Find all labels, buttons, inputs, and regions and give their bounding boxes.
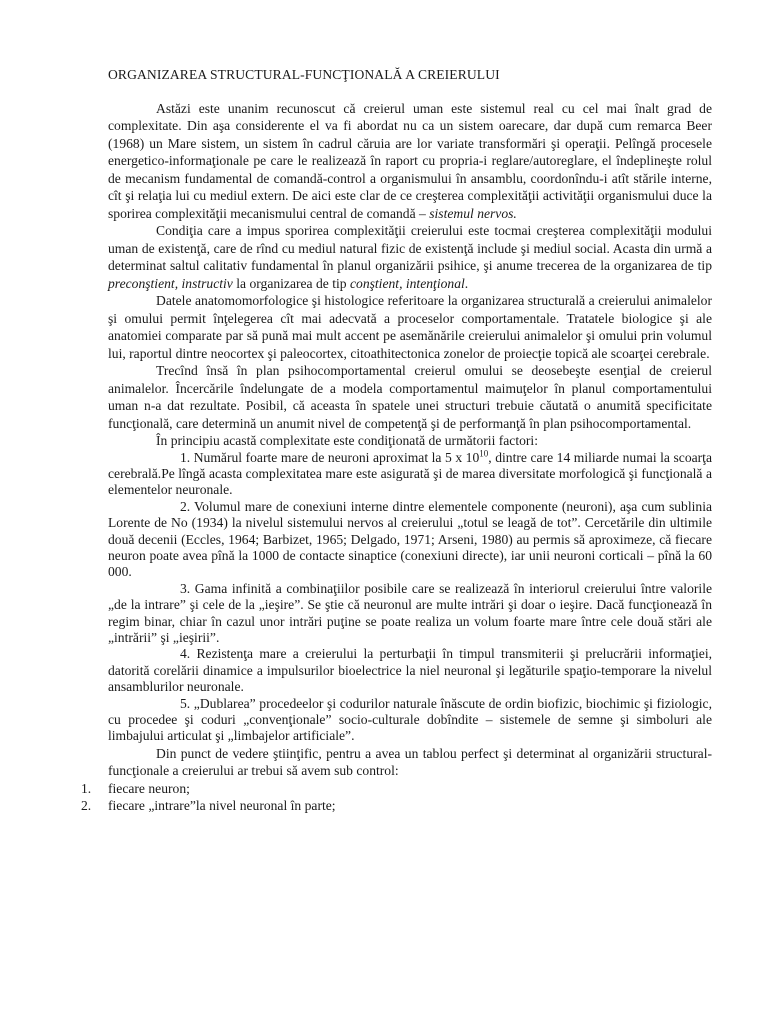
- factor-text: 1. Numărul foarte mare de neuroni aproximat la 5 x 10: [180, 449, 480, 465]
- paragraph-intro: [108, 100, 712, 223]
- factor-item-5: 5. „Dublarea” procedeelor şi codurilor naturale înăscute de ordin biofizic, biochimic şi fiziologic, cu procedee şi coduri „convenţionale” socio-culturale dobîndite – sistemele de semne şi simboluri ale limbajului articulat şi „limbajelor artificiale”.: [108, 695, 712, 744]
- paragraph-text: .: [464, 275, 469, 291]
- emphasis-text: sistemul nervos.: [429, 205, 517, 221]
- control-list: [81, 780, 712, 815]
- paragraph-scientific: Din punct de vedere ştiinţific, pentru a avea un tablou perfect şi determinat al organizării structural-funcţionale a creierului ar trebui să avem sub control:: [108, 745, 712, 779]
- paragraph-factors-intro: În principiu acastă complexitate este condiţionată de următorii factori:: [156, 433, 538, 448]
- emphasis-text: conştient, intenţional: [349, 275, 465, 291]
- list-item: [81, 780, 712, 798]
- factor-item-2: 2. Volumul mare de conexiuni interne dintre elementele componente (neuroni), aşa cum sublinia Lorente de No (1934) la nivelul sistemului nervos al creierului „totul se leagă de tot”. Cercetările din ultimile două decenii (Eccles, 1964; Barbizet, 1965; Delgado, 1971; Arseni, 1980) au permis să aproximeze, că fiecare neuron poate avea pînă la 1000 de contacte sinaptice (conexiuni directe), iar unii neuroni corticali – pînă la 60 000.: [108, 498, 712, 580]
- emphasis-text: preconştient, instructiv: [108, 275, 233, 291]
- paragraph-anatomy: Datele anatomomorfologice şi histologice referitoare la organizarea structurală a creierului animalelor şi omului permit înţelegerea cît mai adecvată a proceselor comportamentale. Tratatele biologice şi ale anatomiei comparate par să pună mai mult accent pe asemănările creierului animalelor şi omului prin volumul lui, raportul dintre neocortex şi paleocortex, citoathitectonica zonelor de proiecţie topică ale scoarţei cerebrale.: [108, 293, 712, 361]
- paragraph-text: Astăzi este unanim recunoscut că creierul uman este sistemul real cu cel mai înalt grad de complexitate. Din aşa considerente el va fi abordat nu ca un sistem oarecare, dar după cum remarca Beer (1968) un Mare sistem, un sistem în cadrul căruia are lor variate transformări şi operaţii. Pelîngă procesele energetico-informaţionale pe care le realizează în raport cu propria-i reglare/autoreglare, el îndeplineşte rolul de mecanism fundamental de comandă-control a organismului în ansamblu, coordonîndu-i atît stările interne, cît şi relaţia lui cu mediul extern. De aici este clar de ce creşterea complexităţii activităţii organismului duce la sporirea complexităţii mecanismului central de comandă –: [108, 100, 712, 221]
- factor-text: , dintre care 14 miliarde numai la scoarţa cerebrală.Pe lîngă acasta complexitatea mare este asigurată şi de marea diversitate morfologică şi funcţională a elementelor neuronale.: [108, 449, 712, 498]
- list-item: [81, 797, 712, 815]
- superscript: 10: [479, 447, 489, 458]
- paragraph-psychobehavioral: Trecînd însă în plan psihocomportamental creierul omului se deosebeşte esenţial de creierul animalelor. Încercările îndelungate de a modela comportamentul maimuţelor în planul comportamentului uman n-a dat rezultate. Posibil, că aceasta în spatele unei structuri trebuie căutată o anumită specificitate funcţională, care determină un anumit nivel de competenţă şi de performanţă în plan psihocomportamental.: [108, 363, 712, 431]
- page-title: ORGANIZAREA STRUCTURAL-FUNCŢIONALĂ A CREIERULUI: [108, 67, 500, 82]
- factor-item-4: 4. Rezistenţa mare a creierului la perturbaţii în timpul transmiterii şi prelucrării informaţiei, datorită corelării dinamice a impulsurilor bioelectrice la niel neuronal şi legăturile spaţio-temporare la nivelul ansamblurilor neuronale.: [108, 646, 712, 695]
- list-text: fiecare neuron;: [108, 780, 190, 796]
- factor-item-3: 3. Gama infinită a combinaţiilor posibile care se realizează în interiorul creierului între valorile „de la intrare” şi cele de la „ieşire”. Se ştie că neuronul are multe intrări şi doar o ieşire. Dacă funcţionează în regim binar, chiar în cazul unor intrări puţine se poate realiza un volum foarte mare între cele două stări ale „intrării” şi „ieşirii”.: [108, 580, 712, 645]
- paragraph-condition: [108, 222, 712, 292]
- list-text: fiecare „intrare”la nivel neuronal în parte;: [108, 798, 336, 814]
- list-number: 1.: [81, 780, 92, 796]
- paragraph-text: Condiţia care a impus sporirea complexităţii creierului este tocmai creşterea complexităţii modului uman de existenţă, care de rînd cu mediul natural fizic de existenţă include şi mediul social. Acasta din urmă a determinat saltul calitativ fundamental în planul organizării psihice, şi anume trecerea de la organizarea de tip: [108, 223, 712, 273]
- list-number: 2.: [81, 798, 92, 814]
- paragraph-text: la organizarea de tip: [232, 275, 350, 291]
- factor-item-1: [108, 447, 712, 499]
